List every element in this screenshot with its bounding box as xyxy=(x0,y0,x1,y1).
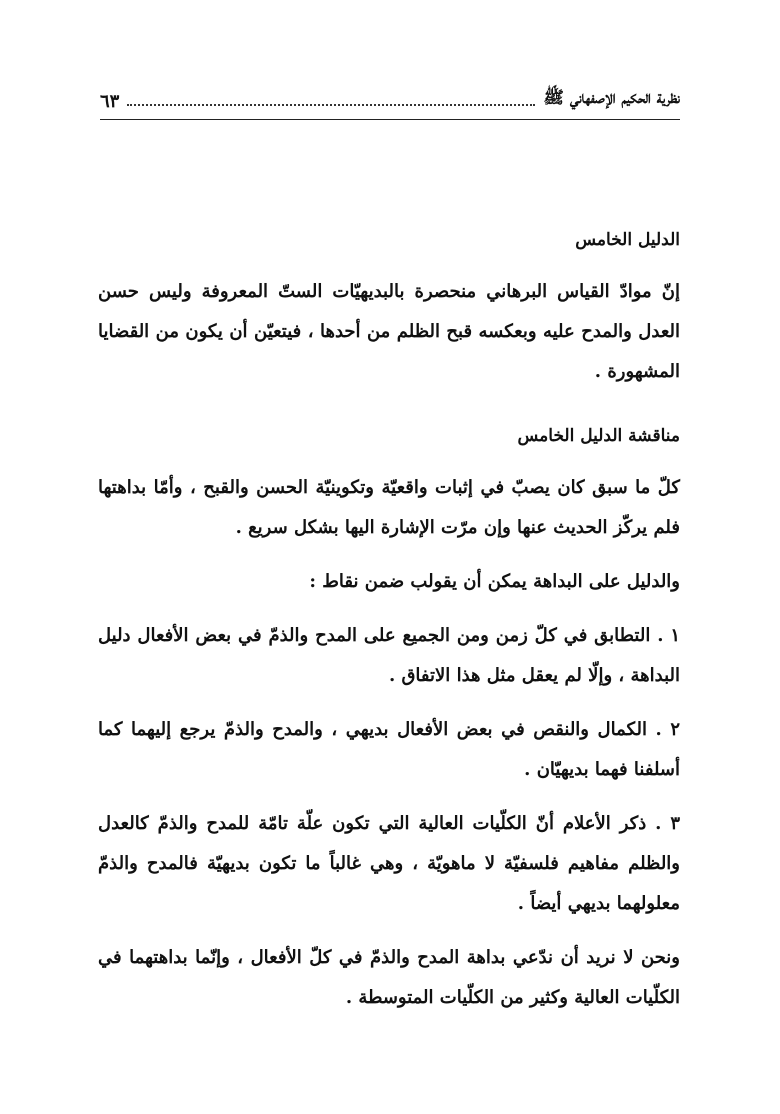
numbered-paragraph: ٣ . ذكر الأعلام أنّ الكلّيات العالية التي تكون علّة تامّة للمدح والذمّ كالعدل والظلم مفاهيم فلسفيّة لا ماهويّة ، وهي غالباً ما تكون بديهيّة فالمدح والذمّ معلولهما بديهي أيضاً . xyxy=(98,813,680,914)
numbered-paragraph: ١ . التطابق في كلّ زمن ومن الجميع على المدح والذمّ في بعض الأفعال دليل البداهة ، وإلّا لم يعقل مثل هذا الاتفاق . xyxy=(98,625,680,686)
dotted-leader xyxy=(127,103,535,106)
header-rule xyxy=(100,119,680,120)
paragraph: كلّ ما سبق كان يصبّ في إثبات واقعيّة وتكوينيّة الحسن والقبح ، وأمّا بداهتها فلم يركّز الحديث عنها وإن مرّت الإشارة اليها بشكل سريع . xyxy=(98,477,680,538)
numbered-paragraph: ٢ . الكمال والنقص في بعض الأفعال بديهي ، والمدح والذمّ يرجع إليهما كما أسلفنا فهما بديهيّان . xyxy=(98,719,680,780)
paragraph: والدليل على البداهة يمكن أن يقولب ضمن نقاط : xyxy=(309,571,680,592)
page-header xyxy=(100,84,680,112)
paragraph: إنّ موادّ القياس البرهاني منحصرة بالبديهيّات الستّ المعروفة وليس حسن العدل والمدح عليه وبعكسه قبح الظلم من أحدها ، فيتعيّن أن يكون من القضايا المشهورة . xyxy=(98,281,680,382)
page-body xyxy=(98,226,680,1032)
running-title: نظرية الحكيم الإصفهاني ﷺ xyxy=(543,88,680,108)
paragraph: ونحن لا نريد أن ندّعي بداهة المدح والذمّ في كلّ الأفعال ، وإنّما بداهتهما في الكلّيات العالية وكثير من الكلّيات المتوسطة . xyxy=(98,947,680,1008)
page-number: ٦٣ xyxy=(100,91,120,112)
section-heading: مناقشة الدليل الخامس xyxy=(517,426,680,446)
section-heading: الدليل الخامس xyxy=(575,230,680,250)
